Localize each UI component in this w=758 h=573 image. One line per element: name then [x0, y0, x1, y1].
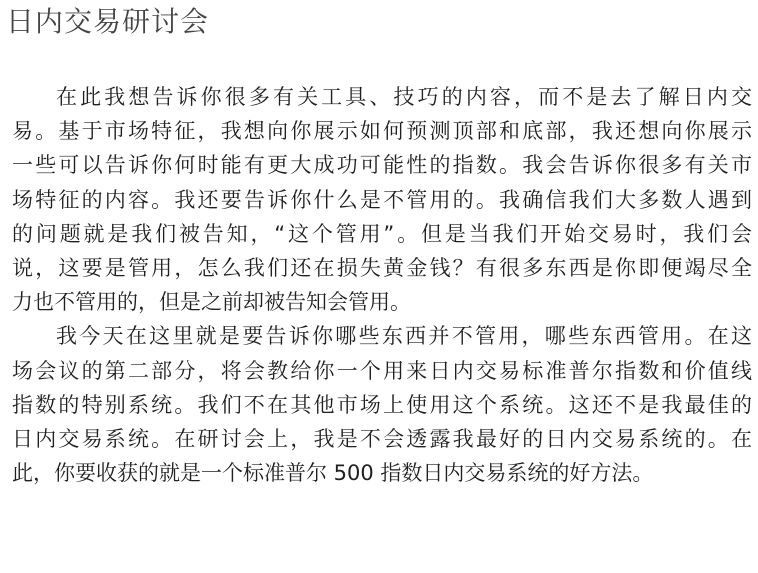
- text-line: 场会议的第二部分，将会教给你一个用来日内交易标准普尔指数和价值线: [12, 358, 752, 383]
- text-line: 力也不管用的，但是之前却被告知会管用。: [12, 290, 411, 315]
- text-line: 场特征的内容。我还要告诉你什么是不管用的。我确信我们大多数人遇到: [12, 187, 752, 212]
- paragraph: [12, 80, 752, 319]
- text-line: 的问题就是我们被告知，“这个管用”。但是当我们开始交易时，我们会: [12, 221, 752, 246]
- page-title: 日内交易研讨会: [6, 5, 210, 38]
- body-text: [12, 80, 752, 490]
- text-line: 日内交易系统。在研讨会上，我是不会透露我最好的日内交易系统的。在: [12, 426, 752, 451]
- text-line: 一些可以告诉你何时能有更大成功可能性的指数。我会告诉你很多有关市: [12, 153, 752, 178]
- text-line: 此，你要收获的就是一个标准普尔 500 指数日内交易系统的好方法。: [12, 461, 654, 486]
- text-line: 我今天在这里就是要告诉你哪些东西并不管用，哪些东西管用。在这: [56, 324, 752, 349]
- text-line: 在此我想告诉你很多有关工具、技巧的内容，而不是去了解日内交: [56, 85, 752, 109]
- text-line: 指数的特别系统。我们不在其他市场上使用这个系统。这还不是我最佳的: [12, 392, 752, 417]
- text-line: 说，这要是管用，怎么我们还在损失黄金钱？有很多东西是你即便竭尽全: [12, 255, 752, 280]
- paragraph: [12, 319, 752, 490]
- text-line: 易。基于市场特征，我想向你展示如何预测顶部和底部，我还想向你展示: [12, 119, 752, 144]
